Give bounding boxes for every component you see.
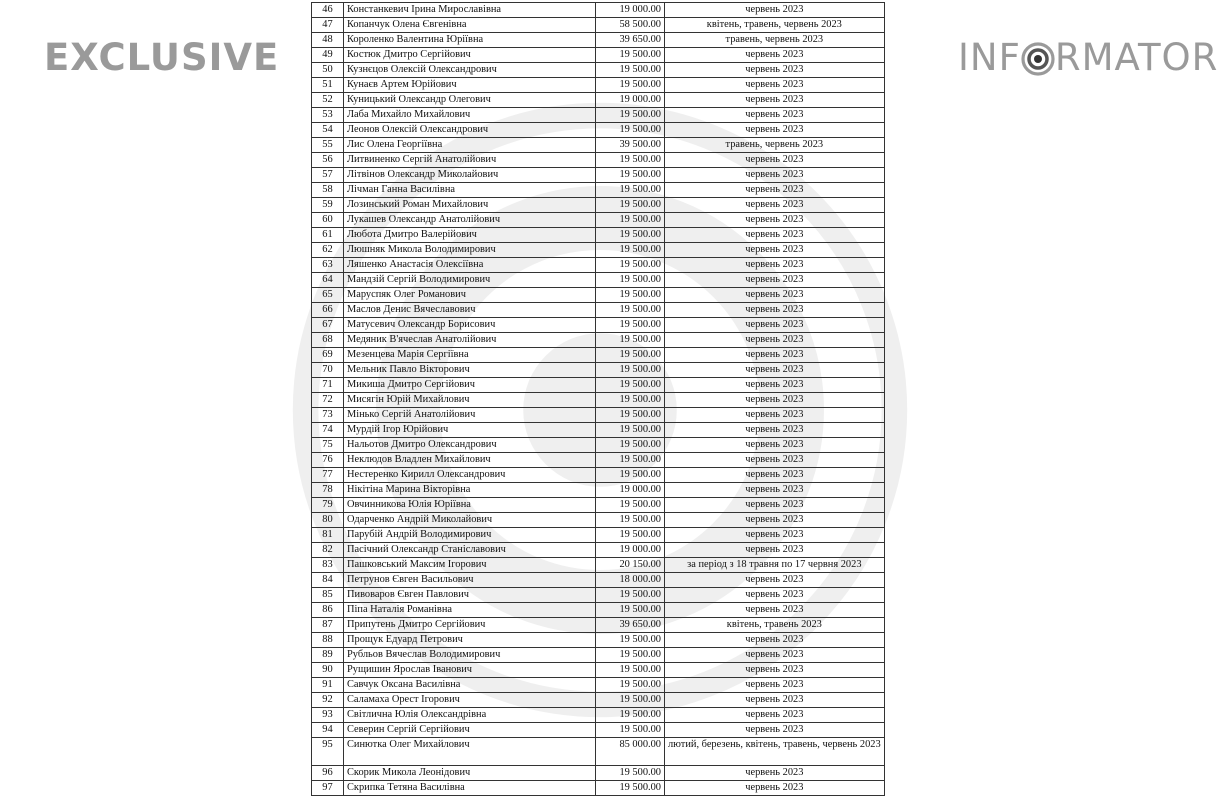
payment-period: червень 2023 [665, 273, 885, 288]
table-row [312, 618, 885, 633]
payment-period: травень, червень 2023 [665, 33, 885, 48]
payment-period: червень 2023 [665, 648, 885, 663]
payment-amount: 19 500.00 [596, 708, 665, 723]
table-row [312, 693, 885, 708]
payment-period: червень 2023 [665, 678, 885, 693]
table-row [312, 766, 885, 781]
payment-period: червень 2023 [665, 408, 885, 423]
employee-name: Мінько Сергій Анатолійович [344, 408, 596, 423]
payment-period: червень 2023 [665, 3, 885, 18]
row-number: 95 [312, 738, 344, 766]
payment-amount: 20 150.00 [596, 558, 665, 573]
table-row [312, 348, 885, 363]
payment-amount: 19 500.00 [596, 153, 665, 168]
payment-period: червень 2023 [665, 363, 885, 378]
row-number: 48 [312, 33, 344, 48]
payment-amount: 19 500.00 [596, 48, 665, 63]
row-number: 66 [312, 303, 344, 318]
employee-name: Одарченко Андрій Миколайович [344, 513, 596, 528]
payment-period: лютий, березень, квітень, травень, червень 2023 [665, 738, 885, 766]
payment-period: червень 2023 [665, 468, 885, 483]
payment-period: червень 2023 [665, 168, 885, 183]
employee-name: Кунаєв Артем Юрійович [344, 78, 596, 93]
table-row [312, 603, 885, 618]
payment-amount: 19 500.00 [596, 288, 665, 303]
employee-name: Мурдій Ігор Юрійович [344, 423, 596, 438]
row-number: 56 [312, 153, 344, 168]
table-row [312, 18, 885, 33]
employee-name: Піпа Наталія Романівна [344, 603, 596, 618]
row-number: 79 [312, 498, 344, 513]
table-row [312, 588, 885, 603]
logo-text-suffix: RMATOR [1054, 36, 1218, 79]
payment-period: червень 2023 [665, 153, 885, 168]
table-row [312, 633, 885, 648]
employee-name: Лаба Михайло Михайлович [344, 108, 596, 123]
logo-text-prefix: INF [958, 36, 1021, 79]
table-row [312, 498, 885, 513]
row-number: 65 [312, 288, 344, 303]
payment-amount: 19 500.00 [596, 423, 665, 438]
payment-period: червень 2023 [665, 393, 885, 408]
row-number: 67 [312, 318, 344, 333]
row-number: 87 [312, 618, 344, 633]
payment-period: червень 2023 [665, 378, 885, 393]
informator-logo [958, 36, 1218, 79]
row-number: 75 [312, 438, 344, 453]
payment-period: червень 2023 [665, 633, 885, 648]
payment-amount: 39 650.00 [596, 618, 665, 633]
employee-name: Припутень Дмитро Сергійович [344, 618, 596, 633]
row-number: 76 [312, 453, 344, 468]
row-number: 61 [312, 228, 344, 243]
table-row [312, 333, 885, 348]
payment-period: червень 2023 [665, 483, 885, 498]
payment-amount: 19 000.00 [596, 543, 665, 558]
employee-name: Любота Дмитро Валерійович [344, 228, 596, 243]
table-row [312, 153, 885, 168]
row-number: 83 [312, 558, 344, 573]
payment-amount: 19 500.00 [596, 648, 665, 663]
payment-amount: 19 500.00 [596, 663, 665, 678]
table-row [312, 303, 885, 318]
employee-name: Лис Олена Георгіївна [344, 138, 596, 153]
row-number: 70 [312, 363, 344, 378]
row-number: 85 [312, 588, 344, 603]
employee-name: Микиша Дмитро Сергійович [344, 378, 596, 393]
employee-name: Люшняк Микола Володимирович [344, 243, 596, 258]
employee-name: Овчинникова Юлія Юріївна [344, 498, 596, 513]
table-row [312, 123, 885, 138]
payment-amount: 19 000.00 [596, 93, 665, 108]
employee-name: Пасічний Олександр Станіславович [344, 543, 596, 558]
payment-period: червень 2023 [665, 63, 885, 78]
payment-period: червень 2023 [665, 423, 885, 438]
payment-amount: 19 500.00 [596, 468, 665, 483]
row-number: 50 [312, 63, 344, 78]
payment-period: червень 2023 [665, 588, 885, 603]
employee-name: Петрунов Євген Васильович [344, 573, 596, 588]
row-number: 64 [312, 273, 344, 288]
payment-period: червень 2023 [665, 318, 885, 333]
payment-amount: 19 500.00 [596, 78, 665, 93]
eye-icon [1021, 42, 1055, 76]
employee-name: Рубльов Вячеслав Володимирович [344, 648, 596, 663]
row-number: 78 [312, 483, 344, 498]
payment-period: червень 2023 [665, 258, 885, 273]
employee-name: Світлична Юлія Олександрівна [344, 708, 596, 723]
payment-amount: 19 500.00 [596, 513, 665, 528]
row-number: 68 [312, 333, 344, 348]
employee-name: Констанкевич Ірина Мирославівна [344, 3, 596, 18]
employee-name: Мисягін Юрій Михайлович [344, 393, 596, 408]
employee-name: Маслов Денис Вячеславович [344, 303, 596, 318]
row-number: 71 [312, 378, 344, 393]
payment-amount: 19 500.00 [596, 678, 665, 693]
employee-name: Скрипка Тетяна Василівна [344, 781, 596, 796]
payment-amount: 19 000.00 [596, 483, 665, 498]
payment-period: червень 2023 [665, 198, 885, 213]
employee-name: Северин Сергій Сергійович [344, 723, 596, 738]
employee-name: Савчук Оксана Василівна [344, 678, 596, 693]
payment-amount: 85 000.00 [596, 738, 665, 766]
payment-amount: 19 500.00 [596, 333, 665, 348]
payment-amount: 19 500.00 [596, 108, 665, 123]
payment-period: червень 2023 [665, 123, 885, 138]
employee-name: Літвінов Олександр Миколайович [344, 168, 596, 183]
payment-period: червень 2023 [665, 78, 885, 93]
payment-period: червень 2023 [665, 183, 885, 198]
payment-amount: 19 500.00 [596, 198, 665, 213]
payment-amount: 19 500.00 [596, 393, 665, 408]
row-number: 72 [312, 393, 344, 408]
payment-amount: 19 500.00 [596, 633, 665, 648]
table-row [312, 93, 885, 108]
payment-amount: 19 000.00 [596, 3, 665, 18]
row-number: 96 [312, 766, 344, 781]
payment-amount: 18 000.00 [596, 573, 665, 588]
payment-period: червень 2023 [665, 303, 885, 318]
table-row [312, 648, 885, 663]
payment-period: червень 2023 [665, 243, 885, 258]
table-row [312, 108, 885, 123]
employee-name: Леонов Олексій Олександрович [344, 123, 596, 138]
payment-period: червень 2023 [665, 663, 885, 678]
row-number: 86 [312, 603, 344, 618]
table-row [312, 138, 885, 153]
employee-name: Лічман Ганна Василівна [344, 183, 596, 198]
table-row [312, 663, 885, 678]
row-number: 59 [312, 198, 344, 213]
row-number: 89 [312, 648, 344, 663]
table-row [312, 708, 885, 723]
table-row [312, 243, 885, 258]
payments-table [311, 2, 885, 796]
table-row [312, 573, 885, 588]
payment-period: червень 2023 [665, 348, 885, 363]
payment-amount: 19 500.00 [596, 588, 665, 603]
table-row [312, 528, 885, 543]
table-row [312, 678, 885, 693]
table-row [312, 483, 885, 498]
row-number: 53 [312, 108, 344, 123]
table-row [312, 408, 885, 423]
payment-amount: 58 500.00 [596, 18, 665, 33]
row-number: 58 [312, 183, 344, 198]
table-row [312, 363, 885, 378]
payment-period: червень 2023 [665, 108, 885, 123]
payment-amount: 19 500.00 [596, 318, 665, 333]
payment-amount: 19 500.00 [596, 213, 665, 228]
payment-amount: 19 500.00 [596, 528, 665, 543]
row-number: 90 [312, 663, 344, 678]
employee-name: Неклюдов Владлен Михайлович [344, 453, 596, 468]
employee-name: Костюк Дмитро Сергійович [344, 48, 596, 63]
table-row [312, 781, 885, 796]
payment-amount: 19 500.00 [596, 438, 665, 453]
row-number: 63 [312, 258, 344, 273]
payment-period: червень 2023 [665, 723, 885, 738]
table-row [312, 558, 885, 573]
payment-period: червень 2023 [665, 781, 885, 796]
payment-amount: 19 500.00 [596, 273, 665, 288]
payment-amount: 19 500.00 [596, 243, 665, 258]
employee-name: Кузнєцов Олексій Олександрович [344, 63, 596, 78]
table-row [312, 543, 885, 558]
payment-amount: 19 500.00 [596, 723, 665, 738]
table-row [312, 228, 885, 243]
payment-period: червень 2023 [665, 603, 885, 618]
employee-name: Пашковський Максим Ігорович [344, 558, 596, 573]
employee-name: Парубій Андрій Володимирович [344, 528, 596, 543]
employee-name: Пивоваров Євген Павлович [344, 588, 596, 603]
payment-amount: 19 500.00 [596, 766, 665, 781]
payment-period: червень 2023 [665, 48, 885, 63]
payment-amount: 19 500.00 [596, 363, 665, 378]
payment-period: червень 2023 [665, 513, 885, 528]
employee-name: Маруспяк Олег Романович [344, 288, 596, 303]
payment-amount: 19 500.00 [596, 258, 665, 273]
payment-amount: 19 500.00 [596, 303, 665, 318]
row-number: 54 [312, 123, 344, 138]
payment-period: червень 2023 [665, 543, 885, 558]
employee-name: Рущишин Ярослав Іванович [344, 663, 596, 678]
table-row [312, 438, 885, 453]
table-row [312, 318, 885, 333]
employee-name: Синютка Олег Михайлович [344, 738, 596, 766]
table-row [312, 288, 885, 303]
payment-amount: 19 500.00 [596, 63, 665, 78]
payment-amount: 19 500.00 [596, 183, 665, 198]
table-row [312, 273, 885, 288]
row-number: 46 [312, 3, 344, 18]
employee-name: Прощук Едуард Петрович [344, 633, 596, 648]
table-row [312, 513, 885, 528]
employee-name: Медяник В'ячеслав Анатолійович [344, 333, 596, 348]
row-number: 88 [312, 633, 344, 648]
payment-period: за період з 18 травня по 17 червня 2023 [665, 558, 885, 573]
table-row [312, 258, 885, 273]
table-row [312, 33, 885, 48]
table-row [312, 423, 885, 438]
table-row [312, 78, 885, 93]
employee-name: Ляшенко Анастасія Олексіївна [344, 258, 596, 273]
payment-period: травень, червень 2023 [665, 138, 885, 153]
employee-name: Саламаха Орест Ігорович [344, 693, 596, 708]
payment-period: червень 2023 [665, 213, 885, 228]
payment-period: червень 2023 [665, 573, 885, 588]
table-row [312, 183, 885, 198]
row-number: 55 [312, 138, 344, 153]
employee-name: Мандзій Сергій Володимирович [344, 273, 596, 288]
row-number: 84 [312, 573, 344, 588]
employee-name: Скорик Микола Леонідович [344, 766, 596, 781]
row-number: 92 [312, 693, 344, 708]
row-number: 51 [312, 78, 344, 93]
row-number: 93 [312, 708, 344, 723]
payment-amount: 19 500.00 [596, 378, 665, 393]
payment-period: червень 2023 [665, 333, 885, 348]
table-row [312, 378, 885, 393]
employee-name: Мезенцева Марія Сергіївна [344, 348, 596, 363]
table-row [312, 3, 885, 18]
payment-amount: 19 500.00 [596, 603, 665, 618]
payment-period: червень 2023 [665, 766, 885, 781]
payment-period: червень 2023 [665, 93, 885, 108]
employee-name: Короленко Валентина Юріївна [344, 33, 596, 48]
payment-period: червень 2023 [665, 708, 885, 723]
row-number: 73 [312, 408, 344, 423]
table-row [312, 198, 885, 213]
employee-name: Литвиненко Сергій Анатолійович [344, 153, 596, 168]
employee-name: Куницький Олександр Олегович [344, 93, 596, 108]
payment-amount: 19 500.00 [596, 168, 665, 183]
payment-amount: 19 500.00 [596, 123, 665, 138]
table-row [312, 393, 885, 408]
employee-name: Копанчук Олена Євгенівна [344, 18, 596, 33]
payment-period: червень 2023 [665, 528, 885, 543]
row-number: 49 [312, 48, 344, 63]
table-row [312, 723, 885, 738]
row-number: 80 [312, 513, 344, 528]
payment-amount: 19 500.00 [596, 348, 665, 363]
table-row [312, 168, 885, 183]
employee-name: Нальотов Дмитро Олександрович [344, 438, 596, 453]
payment-amount: 19 500.00 [596, 453, 665, 468]
payment-period: червень 2023 [665, 438, 885, 453]
employee-name: Мельник Павло Вікторович [344, 363, 596, 378]
exclusive-watermark: EXCLUSIVE [44, 36, 280, 79]
employee-name: Нікітіна Марина Вікторівна [344, 483, 596, 498]
table-row [312, 738, 885, 766]
table-row [312, 453, 885, 468]
payment-period: червень 2023 [665, 693, 885, 708]
payment-period: квітень, травень, червень 2023 [665, 18, 885, 33]
payment-period: червень 2023 [665, 288, 885, 303]
payment-period: червень 2023 [665, 498, 885, 513]
table-row [312, 48, 885, 63]
row-number: 81 [312, 528, 344, 543]
employee-name: Нестеренко Кирилл Олександрович [344, 468, 596, 483]
row-number: 97 [312, 781, 344, 796]
payment-period: квітень, травень 2023 [665, 618, 885, 633]
row-number: 47 [312, 18, 344, 33]
table-row [312, 63, 885, 78]
table-row [312, 213, 885, 228]
employee-name: Лозинський Роман Михайлович [344, 198, 596, 213]
payment-amount: 19 500.00 [596, 228, 665, 243]
payment-amount: 19 500.00 [596, 408, 665, 423]
row-number: 77 [312, 468, 344, 483]
employee-name: Лукашев Олександр Анатолійович [344, 213, 596, 228]
payment-amount: 39 650.00 [596, 33, 665, 48]
row-number: 69 [312, 348, 344, 363]
row-number: 82 [312, 543, 344, 558]
row-number: 94 [312, 723, 344, 738]
payment-period: червень 2023 [665, 453, 885, 468]
table-row [312, 468, 885, 483]
row-number: 74 [312, 423, 344, 438]
payment-amount: 19 500.00 [596, 781, 665, 796]
row-number: 52 [312, 93, 344, 108]
payment-amount: 39 500.00 [596, 138, 665, 153]
payment-amount: 19 500.00 [596, 498, 665, 513]
employee-name: Матусевич Олександр Борисович [344, 318, 596, 333]
payment-amount: 19 500.00 [596, 693, 665, 708]
row-number: 91 [312, 678, 344, 693]
row-number: 62 [312, 243, 344, 258]
row-number: 60 [312, 213, 344, 228]
payment-period: червень 2023 [665, 228, 885, 243]
row-number: 57 [312, 168, 344, 183]
